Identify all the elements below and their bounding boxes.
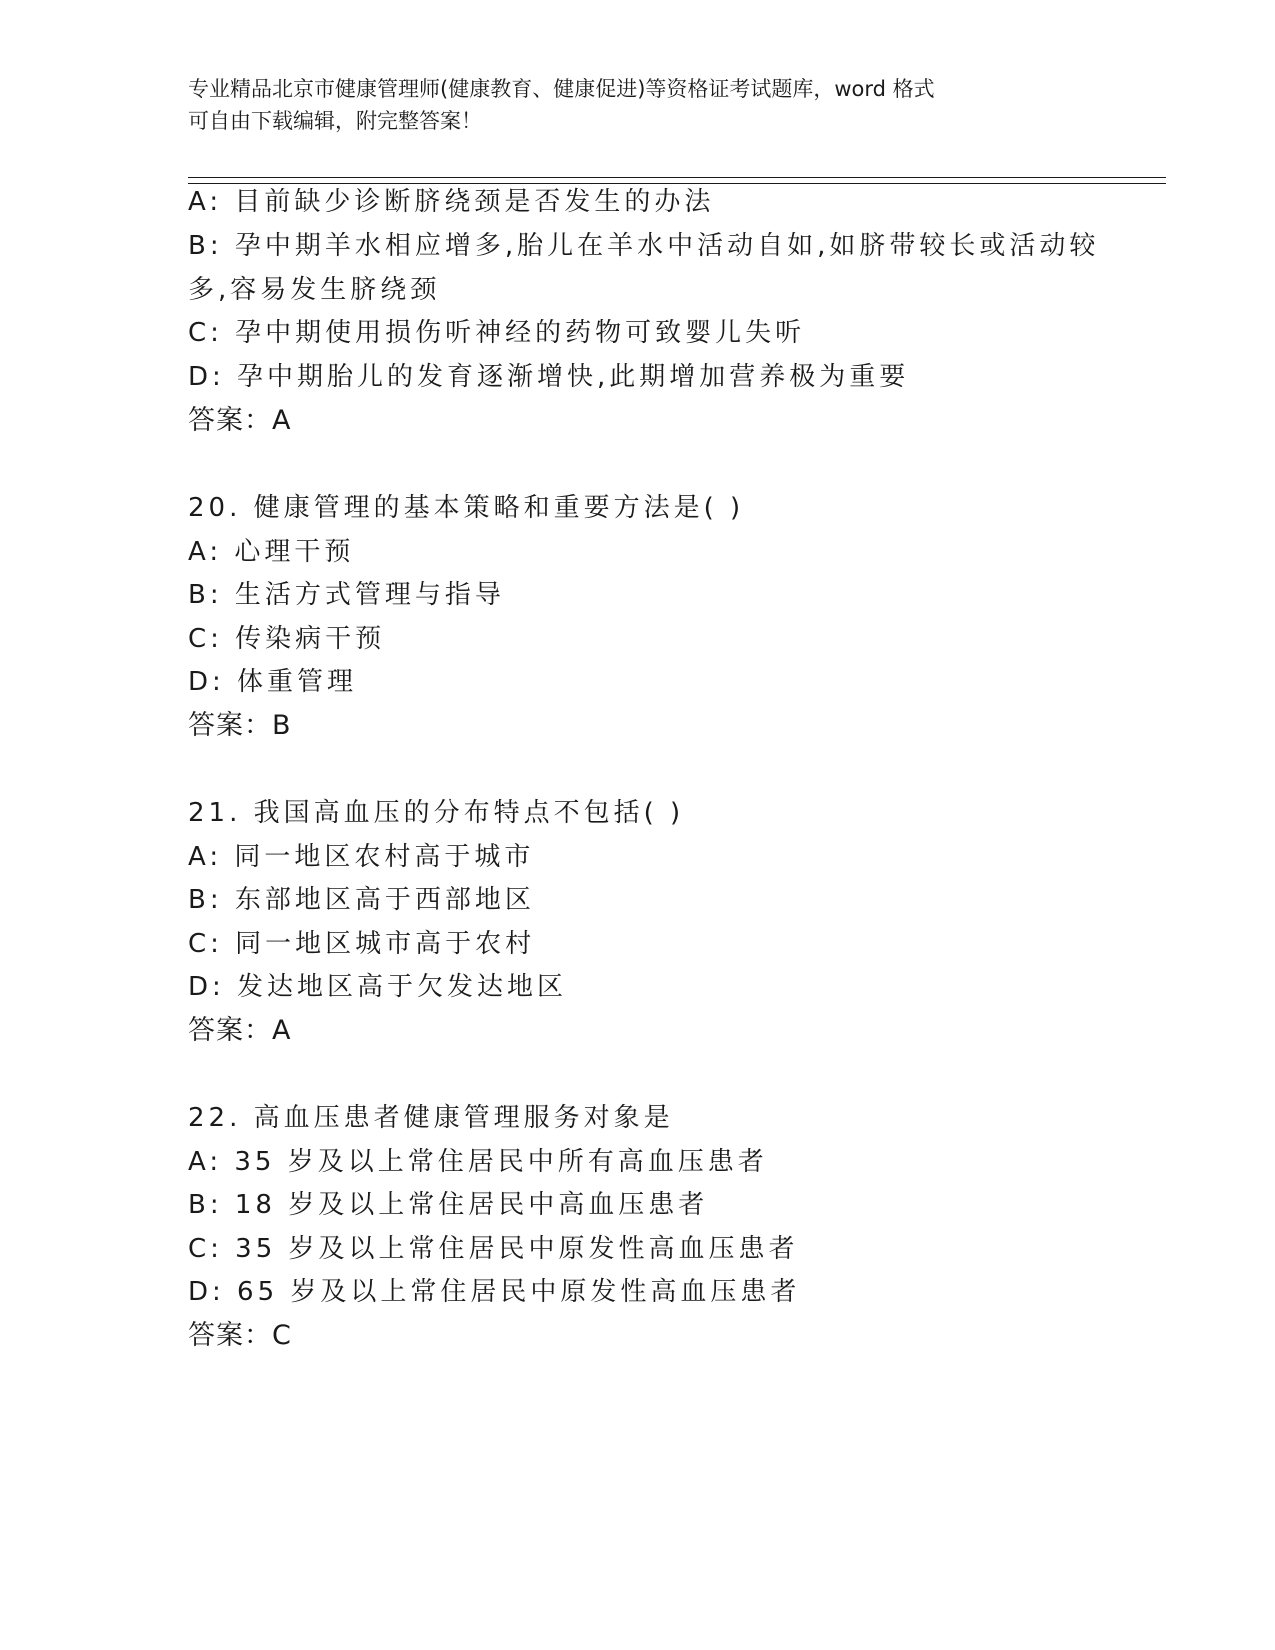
q21-question: 21. 我国高血压的分布特点不包括( ) — [188, 798, 685, 828]
header-line-1: 专业精品北京市健康管理师(健康教育、健康促进)等资格证考试题库，word 格式 — [188, 77, 935, 101]
q20-option-d: D: 体重管理 — [188, 667, 358, 697]
q19-option-d: D: 孕中期胎儿的发育逐渐增快,此期增加营养极为重要 — [188, 362, 910, 392]
header-divider-top — [188, 177, 1166, 178]
q20-answer: 答案：B — [188, 710, 292, 741]
q19-option-b-line2: 多,容易发生脐绕颈 — [188, 275, 441, 305]
q19-option-a: A: 目前缺少诊断脐绕颈是否发生的办法 — [188, 187, 715, 217]
q22-option-d: D: 65 岁及以上常住居民中原发性高血压患者 — [188, 1277, 801, 1307]
q21-option-a: A: 同一地区农村高于城市 — [188, 842, 535, 872]
document-header — [188, 73, 1088, 137]
q22-question: 22. 高血压患者健康管理服务对象是 — [188, 1103, 674, 1133]
q19-answer: 答案：A — [188, 405, 292, 436]
q20-question: 20. 健康管理的基本策略和重要方法是( ) — [188, 493, 745, 523]
q22-answer: 答案：C — [188, 1320, 292, 1351]
q20-option-b: B: 生活方式管理与指导 — [188, 580, 505, 610]
header-line-2: 可自由下载编辑，附完整答案！ — [188, 109, 482, 133]
q22-option-a: A: 35 岁及以上常住居民中所有高血压患者 — [188, 1147, 768, 1177]
q21-answer: 答案：A — [188, 1015, 292, 1046]
q21-option-d: D: 发达地区高于欠发达地区 — [188, 972, 568, 1002]
q19-option-b-line1: B: 孕中期羊水相应增多,胎儿在羊水中活动自如,如脐带较长或活动较 — [188, 231, 1100, 261]
q21-option-b: B: 东部地区高于西部地区 — [188, 885, 535, 915]
q19-option-c: C: 孕中期使用损伤听神经的药物可致婴儿失听 — [188, 318, 806, 348]
q20-option-c: C: 传染病干预 — [188, 624, 386, 654]
q21-option-c: C: 同一地区城市高于农村 — [188, 929, 536, 959]
q22-option-c: C: 35 岁及以上常住居民中原发性高血压患者 — [188, 1234, 799, 1264]
header-divider-bottom — [188, 183, 1166, 184]
q22-option-b: B: 18 岁及以上常住居民中高血压患者 — [188, 1190, 709, 1220]
q20-option-a: A: 心理干预 — [188, 537, 355, 567]
